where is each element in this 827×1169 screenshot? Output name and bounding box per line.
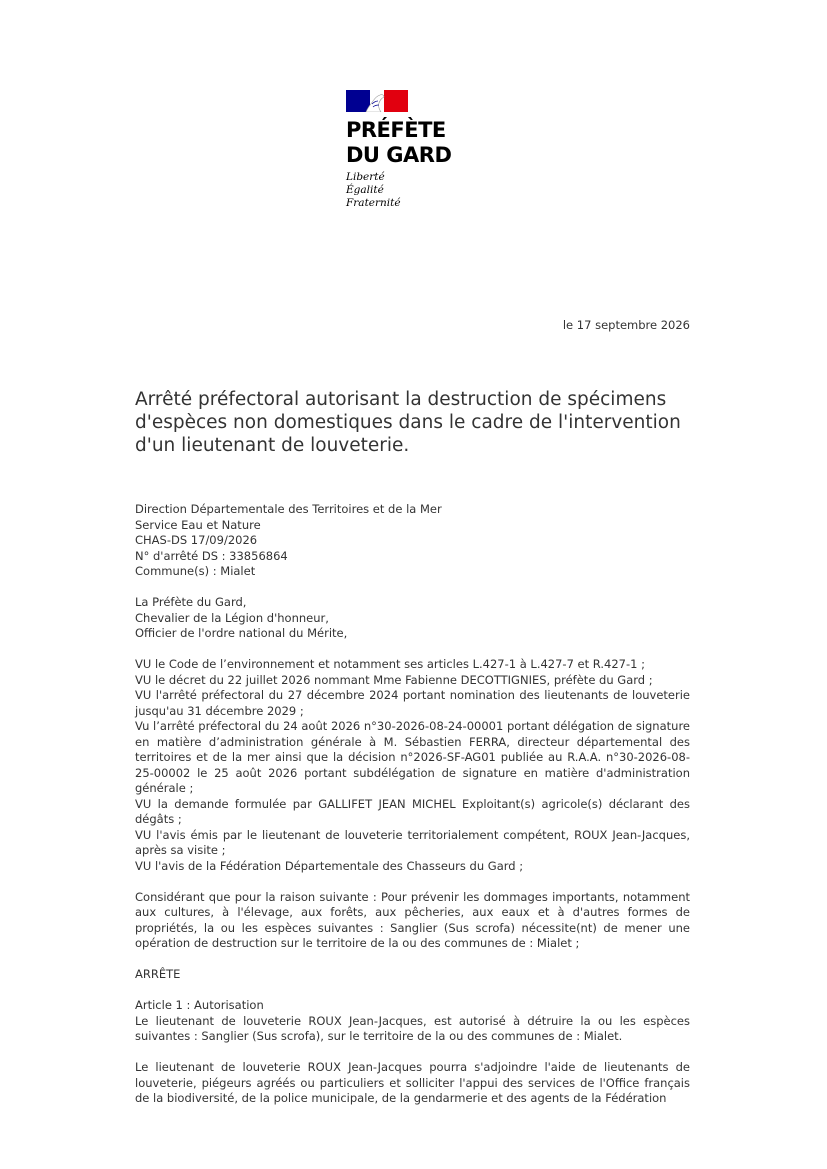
arrete-heading: ARRÊTE xyxy=(135,967,181,981)
visa-item: VU l'avis de la Fédération Départementale des Chasseurs du Gard ; xyxy=(135,858,524,873)
sender-block xyxy=(135,502,690,580)
considerant-paragraph: Considérant que pour la raison suivante : Pour prévenir les dommages importants, notamment aux cultures, à l'élevage, aux forêts, aux pêcheries, aux eaux et à d'autres formes de propriétés, la ou les espèces suivantes : Sanglier (Sus scrofa) nécessite(nt) de mener une opération de destruction sur le territoire de la ou des communes de : Mialet ; xyxy=(135,889,690,950)
document-date: le 17 septembre 2026 xyxy=(562,318,690,332)
paragraph-assistance: Le lieutenant de louveterie ROUX Jean-Jacques pourra s'adjoindre l'aide de lieutenants de louveterie, piégeurs agréés ou particuliers et solliciter l'appui des services de l'Office français de la biodiversité, de la police municipale, de la gendarmerie et des agents de la Fédération xyxy=(135,1060,690,1105)
visa-item: VU l'avis émis par le lieutenant de louveterie territorialement compétent, ROUX Jean-Jacques, après sa visite ; xyxy=(135,827,690,857)
visa-item: VU le Code de l’environnement et notamment ses articles L.427-1 à L.427-7 et R.427-1 ; xyxy=(135,657,645,671)
visa-item: VU le décret du 22 juillet 2026 nommant Mme Fabienne DECOTTIGNIES, préfète du Gard ; xyxy=(135,672,653,687)
motto-fraternite: Fraternité xyxy=(346,197,401,209)
republic-motto xyxy=(346,171,486,210)
sender-line: Commune(s) : Mialet xyxy=(135,564,256,578)
visa-item: VU l'arrêté préfectoral du 27 décembre 2024 portant nomination des lieutenants de louveterie jusqu'au 31 décembre 2029 ; xyxy=(135,688,690,718)
signatory-block xyxy=(135,595,690,642)
prefecture-line-1: PRÉFÈTE xyxy=(346,118,446,142)
prefecture-line-2: DU GARD xyxy=(346,143,452,167)
document-body xyxy=(135,502,690,1107)
visa-item: Vu l’arrêté préfectoral du 24 août 2026 n°30-2026-08-24-00001 portant délégation de signature en matière d’administration générale à M. Sébastien FERRA, directeur départemental des territoires et de la mer ainsi que la décision n°2026-SF-AG01 publiée au R.A.A. n°30-2026-08-25-00002 le 25 août 2026 portant subdélégation de signature en matière d'administration générale ; xyxy=(135,719,690,795)
sender-line: CHAS-DS 17/09/2026 xyxy=(135,533,258,547)
article-1-heading: Article 1 : Autorisation xyxy=(135,998,264,1012)
prefecture-name xyxy=(346,118,486,168)
sender-line: Service Eau et Nature xyxy=(135,517,261,532)
signatory-line: La Préfète du Gard, xyxy=(135,595,247,609)
sender-line: Direction Départementale des Territoires et de la Mer xyxy=(135,502,442,516)
article-1-text: Le lieutenant de louveterie ROUX Jean-Jacques, est autorisé à détruire la ou les espèces suivantes : Sanglier (Sus scrofa), sur le territoire de la ou des communes de : Mialet. xyxy=(135,1013,690,1043)
visa-item: VU la demande formulée par GALLIFET JEAN MICHEL Exploitant(s) agricole(s) déclarant des dégâts ; xyxy=(135,796,690,826)
prefecture-logo xyxy=(346,90,486,210)
signatory-line: Chevalier de la Légion d'honneur, xyxy=(135,610,329,625)
signatory-line: Officier de l'ordre national du Mérite, xyxy=(135,626,348,640)
document-title: Arrêté préfectoral autorisant la destruction de spécimens d'espèces non domestiques dans le cadre de l'intervention d'un lieutenant de louveterie. xyxy=(135,389,681,456)
visas-block xyxy=(135,657,690,874)
sender-line: N° d'arrêté DS : 33856864 xyxy=(135,548,288,563)
motto-liberte: Liberté xyxy=(346,171,385,183)
motto-egalite: Égalité xyxy=(346,184,384,196)
marianne-logo-icon xyxy=(346,90,408,112)
